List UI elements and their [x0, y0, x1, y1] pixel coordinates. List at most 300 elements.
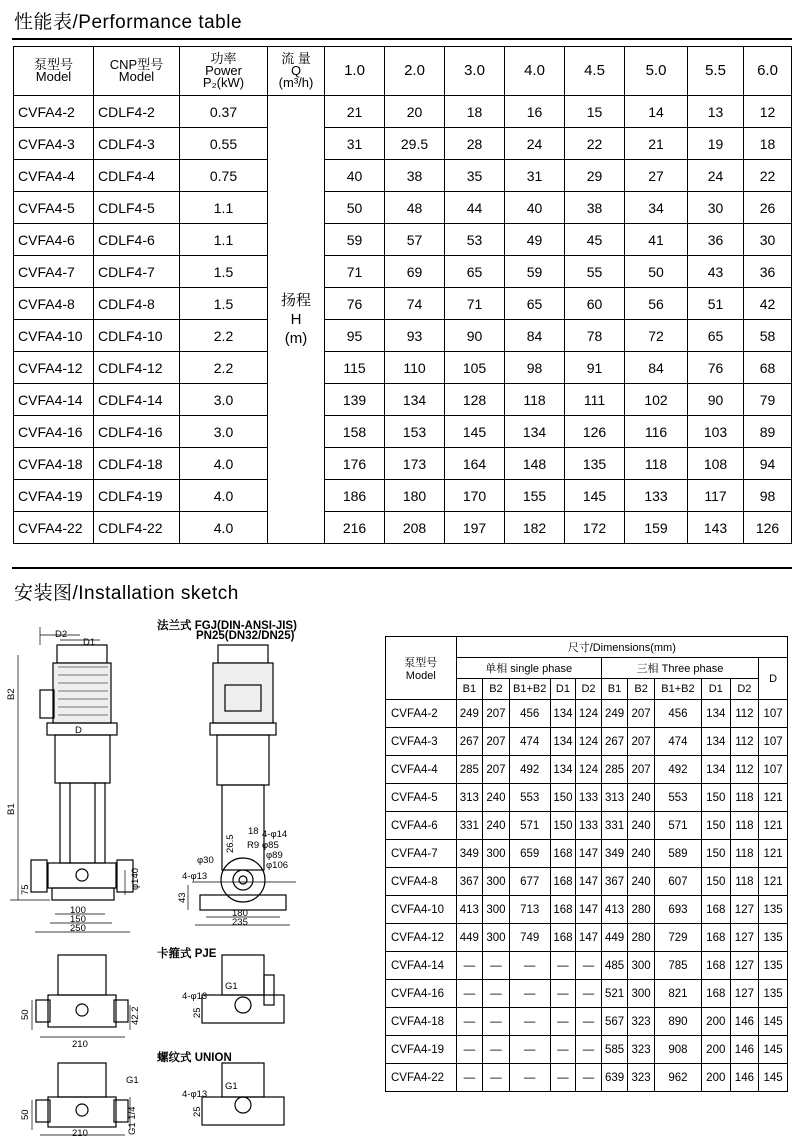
- dim-value-cell: —: [576, 1008, 602, 1036]
- head-value-cell: 74: [385, 288, 445, 320]
- dim-value-cell: 331: [456, 812, 483, 840]
- pump-head: [55, 735, 110, 783]
- table-row: [386, 952, 788, 980]
- power-header: 功率 Power P₂(kW): [180, 47, 268, 96]
- dim-value-cell: —: [456, 952, 483, 980]
- dim-model-header: 泵型号 Model: [386, 637, 457, 700]
- head-value-cell: 29: [565, 160, 625, 192]
- dim-value-cell: 146: [730, 1008, 759, 1036]
- dim-value-cell: 168: [550, 868, 576, 896]
- dim-value-cell: 134: [550, 700, 576, 728]
- pump-model-cell: CVFA4-10: [14, 320, 94, 352]
- union-port: [235, 1097, 251, 1113]
- head-value-cell: 50: [325, 192, 385, 224]
- power-cell: 0.75: [180, 160, 268, 192]
- dim-value-cell: 118: [730, 784, 759, 812]
- head-value-cell: 98: [505, 352, 565, 384]
- dim-label: 4-φ13: [182, 1089, 208, 1100]
- dim-value-cell: —: [550, 1008, 576, 1036]
- head-value-cell: 24: [688, 160, 744, 192]
- dim-label: φ85: [262, 840, 279, 851]
- table-row: [386, 1064, 788, 1092]
- cnp-model-cell: CDLF4-6: [94, 224, 180, 256]
- dim-value-cell: 249: [601, 700, 628, 728]
- head-value-cell: 90: [445, 320, 505, 352]
- dim-value-cell: 713: [509, 896, 550, 924]
- dim-model-cell: CVFA4-3: [386, 728, 457, 756]
- dim-value-cell: —: [509, 980, 550, 1008]
- flange-center: [239, 876, 247, 884]
- dim-value-cell: 367: [601, 868, 628, 896]
- dim-model-cell: CVFA4-5: [386, 784, 457, 812]
- dim-value-cell: 785: [654, 952, 701, 980]
- head-value-cell: 158: [325, 416, 385, 448]
- head-value-cell: 22: [744, 160, 792, 192]
- single-phase-header: 单相 single phase: [456, 658, 601, 679]
- dim-value-cell: 456: [509, 700, 550, 728]
- dim-column-header: D2: [730, 679, 759, 700]
- dim-value-cell: 589: [654, 840, 701, 868]
- head-value-cell: 41: [625, 224, 688, 256]
- dim-label: B2: [6, 688, 17, 700]
- table-row: [14, 224, 792, 256]
- pje-front-view: [202, 955, 284, 1023]
- front-motor-cap: [218, 645, 268, 663]
- dim-label: 100: [70, 905, 86, 916]
- dim-value-cell: 485: [601, 952, 628, 980]
- dim-value-cell: 585: [601, 1036, 628, 1064]
- dim-value-cell: 118: [730, 812, 759, 840]
- dim-value-cell: 300: [483, 868, 510, 896]
- dim-value-cell: 145: [759, 1008, 788, 1036]
- dim-value-cell: 323: [628, 1036, 655, 1064]
- head-value-cell: 208: [385, 512, 445, 544]
- power-cell: 1.5: [180, 288, 268, 320]
- dim-value-cell: 323: [628, 1064, 655, 1092]
- union-front-view: [202, 1063, 284, 1125]
- dim-column-header: B1+B2: [509, 679, 550, 700]
- dim-value-cell: 285: [456, 756, 483, 784]
- head-value-cell: 18: [445, 96, 505, 128]
- dim-label: 150: [70, 914, 86, 925]
- dim-value-cell: 300: [628, 980, 655, 1008]
- dim-value-cell: —: [576, 980, 602, 1008]
- dim-label: 210: [72, 1039, 88, 1050]
- dim-value-cell: 150: [550, 784, 576, 812]
- union-base: [48, 1097, 116, 1127]
- dim-model-cell: CVFA4-6: [386, 812, 457, 840]
- dim-value-cell: 127: [730, 896, 759, 924]
- dim-value-cell: 147: [576, 924, 602, 952]
- head-value-cell: 51: [688, 288, 744, 320]
- table-row: [386, 756, 788, 784]
- flange-bore: [233, 870, 253, 890]
- flow-value: 5.0: [625, 47, 688, 96]
- dim-value-cell: 134: [550, 756, 576, 784]
- table-row: [14, 352, 792, 384]
- head-value-cell: 44: [445, 192, 505, 224]
- head-value-cell: 30: [744, 224, 792, 256]
- pje-side-view: [32, 955, 130, 1037]
- table-row: [14, 512, 792, 544]
- head-value-cell: 20: [385, 96, 445, 128]
- dim-value-cell: 474: [654, 728, 701, 756]
- head-value-cell: 38: [385, 160, 445, 192]
- dim-column-header: D2: [576, 679, 602, 700]
- head-value-cell: 48: [385, 192, 445, 224]
- dim-value-cell: 456: [654, 700, 701, 728]
- table-row: [386, 980, 788, 1008]
- dim-value-cell: 124: [576, 756, 602, 784]
- dim-value-cell: 331: [601, 812, 628, 840]
- dim-value-cell: 749: [509, 924, 550, 952]
- dim-value-cell: 118: [730, 840, 759, 868]
- flange-pn-caption: PN25(DN32/DN25): [196, 630, 295, 642]
- dim-value-cell: 607: [654, 868, 701, 896]
- dim-model-cell: CVFA4-22: [386, 1064, 457, 1092]
- dim-model-cell: CVFA4-7: [386, 840, 457, 868]
- table-row: [386, 784, 788, 812]
- head-value-cell: 79: [744, 384, 792, 416]
- dim-label: φ30: [197, 855, 214, 866]
- power-cell: 4.0: [180, 480, 268, 512]
- head-value-cell: 42: [744, 288, 792, 320]
- head-value-cell: 108: [688, 448, 744, 480]
- flow-value: 4.5: [565, 47, 625, 96]
- pump-model-cell: CVFA4-2: [14, 96, 94, 128]
- dim-label: 210: [72, 1128, 88, 1139]
- table-row: [14, 416, 792, 448]
- dim-value-cell: 112: [730, 728, 759, 756]
- head-value-cell: 117: [688, 480, 744, 512]
- dim-value-cell: 300: [628, 952, 655, 980]
- head-value-cell: 31: [325, 128, 385, 160]
- head-value-cell: 173: [385, 448, 445, 480]
- cnp-model-cell: CDLF4-3: [94, 128, 180, 160]
- head-value-cell: 34: [625, 192, 688, 224]
- flow-value: 4.0: [505, 47, 565, 96]
- dim-value-cell: —: [483, 1008, 510, 1036]
- head-value-cell: 197: [445, 512, 505, 544]
- power-cell: 3.0: [180, 416, 268, 448]
- dim-label: G1 1/4: [127, 1106, 138, 1135]
- dim-value-cell: 240: [483, 784, 510, 812]
- head-value-cell: 21: [325, 96, 385, 128]
- dim-value-cell: 413: [601, 896, 628, 924]
- dim-value-cell: 240: [628, 812, 655, 840]
- head-value-cell: 134: [385, 384, 445, 416]
- front-pump-head: [217, 735, 269, 785]
- dim-column-header: B2: [628, 679, 655, 700]
- dim-value-cell: 240: [483, 812, 510, 840]
- pump-model-cell: CVFA4-6: [14, 224, 94, 256]
- head-value-cell: 59: [505, 256, 565, 288]
- dim-value-cell: 492: [509, 756, 550, 784]
- head-value-cell: 170: [445, 480, 505, 512]
- table-row: [14, 320, 792, 352]
- flow-value: 3.0: [445, 47, 505, 96]
- head-value-cell: 118: [625, 448, 688, 480]
- dim-value-cell: 449: [601, 924, 628, 952]
- head-value-cell: 22: [565, 128, 625, 160]
- dim-label: D1: [83, 637, 96, 648]
- pump-model-cell: CVFA4-5: [14, 192, 94, 224]
- head-value-cell: 65: [445, 256, 505, 288]
- dim-value-cell: 693: [654, 896, 701, 924]
- dim-value-cell: 571: [654, 812, 701, 840]
- dim-value-cell: 121: [759, 868, 788, 896]
- head-value-cell: 89: [744, 416, 792, 448]
- head-value-cell: 60: [565, 288, 625, 320]
- dim-value-cell: 240: [628, 784, 655, 812]
- dim-value-cell: 145: [759, 1036, 788, 1064]
- dim-label: 250: [70, 923, 86, 934]
- cnp-model-cell: CDLF4-2: [94, 96, 180, 128]
- head-value-cell: 90: [688, 384, 744, 416]
- head-value-cell: 13: [688, 96, 744, 128]
- union-drain: [76, 1104, 88, 1116]
- dim-value-cell: 313: [601, 784, 628, 812]
- dim-value-cell: 300: [483, 840, 510, 868]
- dim-value-cell: 121: [759, 784, 788, 812]
- dim-value-cell: 134: [550, 728, 576, 756]
- dim-value-cell: 147: [576, 840, 602, 868]
- installation-title: 安装图/Installation sketch: [14, 583, 239, 604]
- dim-value-cell: —: [456, 1036, 483, 1064]
- pje-caption: 卡箍式 PJE: [157, 948, 217, 960]
- dim-value-cell: 133: [576, 784, 602, 812]
- dim-label: 26.5: [225, 834, 236, 853]
- dim-label: B1: [6, 803, 17, 815]
- dim-value-cell: 413: [456, 896, 483, 924]
- dim-value-cell: 135: [759, 952, 788, 980]
- head-value-cell: 35: [445, 160, 505, 192]
- head-value-cell: 216: [325, 512, 385, 544]
- dim-label: 50: [20, 1009, 31, 1020]
- dim-value-cell: —: [456, 1064, 483, 1092]
- head-value-cell: 172: [565, 512, 625, 544]
- flow-value: 1.0: [325, 47, 385, 96]
- dim-model-cell: CVFA4-8: [386, 868, 457, 896]
- head-value-cell: 38: [565, 192, 625, 224]
- head-label: 扬程 H (m): [268, 96, 325, 544]
- table-row: [14, 256, 792, 288]
- motor-flange: [47, 723, 117, 735]
- head-value-cell: 71: [325, 256, 385, 288]
- head-value-cell: 95: [325, 320, 385, 352]
- performance-title: 性能表/Performance table: [14, 12, 243, 33]
- head-value-cell: 186: [325, 480, 385, 512]
- dim-value-cell: 147: [576, 868, 602, 896]
- head-value-cell: 103: [688, 416, 744, 448]
- dim-value-cell: 313: [456, 784, 483, 812]
- dim-label: D2: [55, 629, 68, 640]
- flow-value: 2.0: [385, 47, 445, 96]
- power-cell: 4.0: [180, 512, 268, 544]
- cnp-model-cell: CDLF4-4: [94, 160, 180, 192]
- table-row: [386, 924, 788, 952]
- dim-value-cell: 492: [654, 756, 701, 784]
- dim-label: 43: [177, 892, 188, 903]
- pje-stack: [58, 955, 106, 995]
- head-value-cell: 84: [625, 352, 688, 384]
- front-motor-body: [213, 663, 273, 723]
- dim-value-cell: 280: [628, 924, 655, 952]
- dim-value-cell: —: [483, 1064, 510, 1092]
- dim-value-cell: 168: [550, 924, 576, 952]
- pump-model-cell: CVFA4-19: [14, 480, 94, 512]
- front-motor-flange: [210, 723, 276, 735]
- dim-column-header: B1: [601, 679, 628, 700]
- title-rule: [12, 38, 792, 40]
- head-value-cell: 102: [625, 384, 688, 416]
- dim-column-header: B1: [456, 679, 483, 700]
- table-row: [14, 480, 792, 512]
- cnp-model-cell: CDLF4-12: [94, 352, 180, 384]
- dim-value-cell: 135: [759, 980, 788, 1008]
- table-row: [386, 896, 788, 924]
- dim-model-cell: CVFA4-2: [386, 700, 457, 728]
- table-row: [386, 812, 788, 840]
- dim-value-cell: 107: [759, 700, 788, 728]
- union-caption: 螺纹式 UNION: [157, 1052, 232, 1064]
- dim-value-cell: 300: [483, 896, 510, 924]
- pump-model-cell: CVFA4-3: [14, 128, 94, 160]
- power-cell: 2.2: [180, 352, 268, 384]
- dim-value-cell: 300: [483, 924, 510, 952]
- dim-value-cell: 135: [759, 924, 788, 952]
- dim-value-cell: 150: [550, 812, 576, 840]
- pump-front-view: [188, 645, 296, 925]
- dim-value-cell: 240: [628, 868, 655, 896]
- dim-value-cell: 146: [730, 1036, 759, 1064]
- dim-value-cell: 134: [701, 700, 730, 728]
- head-value-cell: 115: [325, 352, 385, 384]
- dim-column-header: B2: [483, 679, 510, 700]
- dimensions-table: [385, 636, 788, 1092]
- head-value-cell: 118: [505, 384, 565, 416]
- union-front-base: [202, 1097, 284, 1125]
- head-value-cell: 126: [744, 512, 792, 544]
- head-value-cell: 69: [385, 256, 445, 288]
- table-row: [386, 700, 788, 728]
- dim-value-cell: —: [456, 980, 483, 1008]
- dim-value-cell: 200: [701, 1036, 730, 1064]
- head-value-cell: 29.5: [385, 128, 445, 160]
- dim-label: 25: [192, 1007, 203, 1018]
- head-value-cell: 15: [565, 96, 625, 128]
- dim-label: 75: [20, 884, 31, 895]
- dim-model-cell: CVFA4-18: [386, 1008, 457, 1036]
- dim-label: 4-φ13: [182, 871, 208, 882]
- head-value-cell: 57: [385, 224, 445, 256]
- head-value-cell: 59: [325, 224, 385, 256]
- dim-value-cell: 200: [701, 1008, 730, 1036]
- head-value-cell: 84: [505, 320, 565, 352]
- power-cell: 0.55: [180, 128, 268, 160]
- head-value-cell: 36: [688, 224, 744, 256]
- dim-value-cell: 474: [509, 728, 550, 756]
- head-value-cell: 76: [325, 288, 385, 320]
- union-stack: [58, 1063, 106, 1097]
- head-value-cell: 45: [565, 224, 625, 256]
- dim-label: 180: [232, 908, 248, 919]
- dim-column-header: D1: [550, 679, 576, 700]
- head-value-cell: 98: [744, 480, 792, 512]
- pump-model-cell: CVFA4-4: [14, 160, 94, 192]
- dim-value-cell: 168: [550, 840, 576, 868]
- head-value-cell: 55: [565, 256, 625, 288]
- dim-value-cell: 147: [576, 896, 602, 924]
- installation-sketch: [0, 605, 380, 1145]
- table-row: [14, 448, 792, 480]
- dim-label: 4-φ13: [182, 991, 208, 1002]
- dim-value-cell: 207: [483, 756, 510, 784]
- dim-value-cell: 107: [759, 728, 788, 756]
- dim-model-cell: CVFA4-14: [386, 952, 457, 980]
- dim-value-cell: 134: [701, 728, 730, 756]
- head-value-cell: 145: [565, 480, 625, 512]
- dim-value-cell: 121: [759, 812, 788, 840]
- performance-header-row: [14, 47, 792, 96]
- dim-model-cell: CVFA4-19: [386, 1036, 457, 1064]
- dim-label: φ89: [266, 850, 283, 861]
- dim-value-cell: —: [550, 980, 576, 1008]
- dim-value-cell: 168: [701, 896, 730, 924]
- head-value-cell: 40: [505, 192, 565, 224]
- dim-label: 50: [20, 1109, 31, 1120]
- dim-model-cell: CVFA4-12: [386, 924, 457, 952]
- pje-drain: [76, 1004, 88, 1016]
- head-value-cell: 159: [625, 512, 688, 544]
- dim-label: 4-φ14: [262, 829, 288, 840]
- head-value-cell: 93: [385, 320, 445, 352]
- dim-value-cell: 908: [654, 1036, 701, 1064]
- dim-value-cell: 150: [701, 812, 730, 840]
- head-value-cell: 176: [325, 448, 385, 480]
- dim-value-cell: 890: [654, 1008, 701, 1036]
- dim-label: φ140: [130, 867, 141, 890]
- dim-value-cell: 207: [628, 756, 655, 784]
- head-value-cell: 36: [744, 256, 792, 288]
- head-value-cell: 71: [445, 288, 505, 320]
- head-value-cell: 16: [505, 96, 565, 128]
- pump-model-cell: CVFA4-22: [14, 512, 94, 544]
- dim-label: G1: [225, 1081, 238, 1092]
- dim-value-cell: —: [509, 1064, 550, 1092]
- flow-value: 5.5: [688, 47, 744, 96]
- head-value-cell: 180: [385, 480, 445, 512]
- dim-value-cell: 168: [701, 980, 730, 1008]
- head-value-cell: 43: [688, 256, 744, 288]
- head-value-cell: 26: [744, 192, 792, 224]
- dim-value-cell: 962: [654, 1064, 701, 1092]
- dim-value-cell: 133: [576, 812, 602, 840]
- dim-value-cell: —: [483, 980, 510, 1008]
- pump-model-cell: CVFA4-14: [14, 384, 94, 416]
- dim-value-cell: 168: [550, 896, 576, 924]
- dim-value-cell: —: [576, 1064, 602, 1092]
- pump-model-cell: CVFA4-18: [14, 448, 94, 480]
- head-value-cell: 65: [688, 320, 744, 352]
- dim-label: 25: [192, 1106, 203, 1117]
- motor-cap: [57, 645, 107, 663]
- dim-value-cell: 285: [601, 756, 628, 784]
- head-value-cell: 24: [505, 128, 565, 160]
- head-value-cell: 139: [325, 384, 385, 416]
- head-value-cell: 91: [565, 352, 625, 384]
- head-value-cell: 153: [385, 416, 445, 448]
